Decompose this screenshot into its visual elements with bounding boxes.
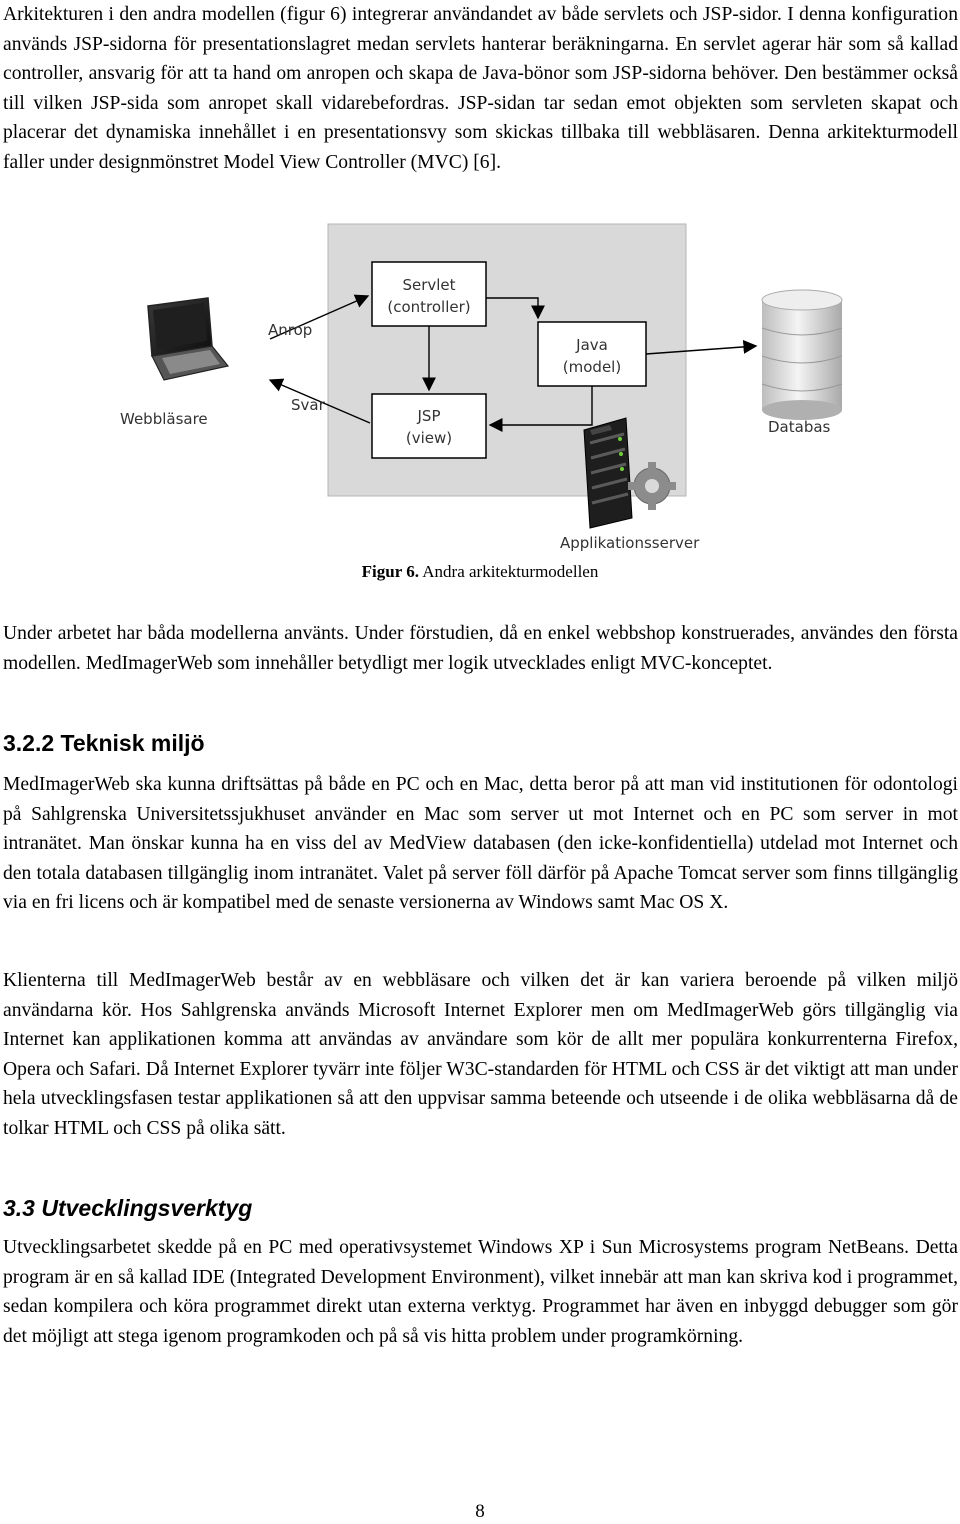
mvc-diagram xyxy=(110,218,831,558)
figure-mvc-architecture xyxy=(110,218,831,558)
java-label: Java xyxy=(576,336,608,354)
browser-label: Webbläsare xyxy=(120,410,208,428)
server-icon xyxy=(584,418,632,528)
response-label: Svar xyxy=(291,396,325,414)
figure-caption-text: Andra arkitekturmodellen xyxy=(418,562,599,581)
paragraph-models-used: Under arbetet har båda modellerna använts. Under förstudien, då en enkel webbshop konstruerades, användes den första modellen. MedImagerWeb som innehåller betydligt mer logik utvecklades enligt MVC-konceptet. xyxy=(3,623,958,674)
java-box xyxy=(538,322,646,386)
paragraph-technical-environment: MedImagerWeb ska kunna driftsättas på både en PC och en Mac, detta beror på att man vid institutionen för odontologi på Sahlgrenska Universitetssjukhuset använder en Mac som server ut mot Internet och en PC som server in mot intranätet. Man önskar kunna ha en viss del av MedView databasen (den icke-konfidentiella) utdelad mot Internet och den totala databasen tillgänglig inom intranätet. Valet på server föll därför på Apache Tomcat server som finns tillgänglig via en fri licens och är kompatibel med de senaste versionerna av Windows samt Mac OS X. xyxy=(3,774,958,914)
request-label: Anrop xyxy=(268,321,313,339)
paragraph-clients: Klienterna till MedImagerWeb består av en webbläsare och vilken det är kan variera beroende på vilken miljö användarna kör. Hos Sahlgrenska används Microsoft Internet Explorer men om MedImagerWeb görs tillgänglig via Internet kan applikationen komma att användas av användare som kör de allt mer populära konkurrenterna Firefox, Opera och Safari. Då Internet Explorer tyvärr inte följer W3C-standarden för HTML och CSS är det viktigt att man under hela utvecklingsfasen testar applikationen så att den uppvisar samma beteende och utseende i de olika webbläsarna då de tolkar HTML och CSS på olika sätt. xyxy=(3,970,958,1139)
section-heading-technical-environment: 3.2.2 Teknisk miljö xyxy=(3,730,205,756)
section-heading-development-tools: 3.3 Utvecklingsverktyg xyxy=(3,1195,253,1221)
jsp-label: JSP xyxy=(417,407,441,425)
database-label: Databas xyxy=(768,418,831,436)
figure-caption-number: Figur 6. xyxy=(361,562,419,581)
servlet-box xyxy=(372,262,486,326)
paragraph-development-tools: Utvecklingsarbetet skedde på en PC med operativsystemet Windows XP i Sun Microsystems program NetBeans. Detta program är en så kallad IDE (Integrated Development Environment), vilket innebär att man kan skriva kod i programmet, sedan kompilera och köra programmet direkt utan externa verktyg. Programmet har även en inbyggd debugger som gör det möjligt att stega igenom programkoden och på så vis hitta problem under programkörning. xyxy=(3,1237,958,1347)
jsp-sublabel: (view) xyxy=(405,429,453,447)
appserver-label: Applikationsserver xyxy=(560,534,700,552)
database-icon xyxy=(762,290,842,420)
laptop-icon xyxy=(148,298,228,380)
servlet-sublabel: (controller) xyxy=(387,298,471,316)
figure-caption xyxy=(0,562,960,582)
page-number: 8 xyxy=(475,1501,485,1522)
jsp-box xyxy=(372,394,486,458)
paragraph-architecture: Arkitekturen i den andra modellen (figur 6) integrerar användandet av både servlets och JSP-sidor. I denna konfiguration används JSP-sidorna för presentationslagret medan servlets hanterar beräkningarna. En servlet agerar här som så kallad controller, ansvarig för att ta hand om anropen och skapa de Java-bönor som JSP-sidorna behöver. Den bestämmer också till vilken JSP-sida som anropet skall vidarebefordras. JSP-sidan tar sedan emot objekten som servleten skapat och placerar det dynamiska innehållet i en presentationsvy som skickas tillbaka till webbläsaren. Denna arkitekturmodell faller under designmönstret Model View Controller (MVC) [6]. xyxy=(3,4,958,173)
java-sublabel: (model) xyxy=(562,358,622,376)
servlet-label: Servlet xyxy=(402,276,456,294)
